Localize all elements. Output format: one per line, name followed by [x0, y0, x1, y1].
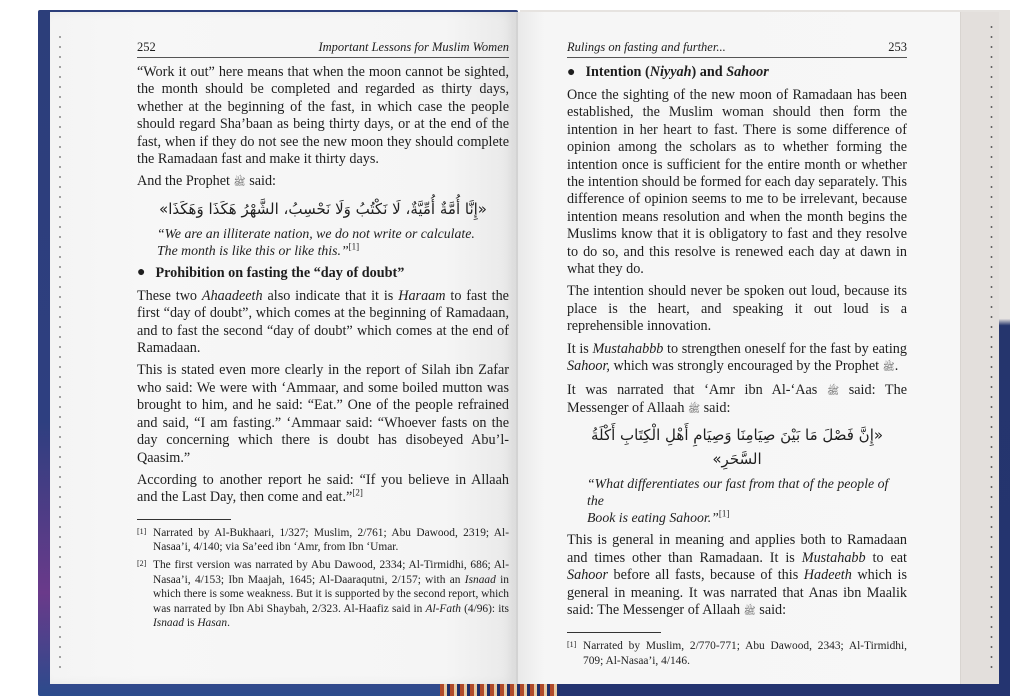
- footnote: [2] The first version was narrated by Abu Dawood, 2334; Al-Tirmidhi, 686; Al-Nasaa’i, 4/153; Ibn Maajah, 1645; Al-Daaraqutni, 2/157; with an Isnaad in which there is some weakness. But it is supported by the second report, which was narrated by Ibn Abi Shaybah, 2/323. Al-Haafiz said in Al-Fath (4/96): its Isnaad is Hasan.: [137, 558, 509, 630]
- footnote-ref[interactable]: [1]: [348, 241, 360, 252]
- footnote-divider: [137, 519, 231, 520]
- section-heading: ● Intention (Niyyah) and Sahoor: [567, 64, 769, 80]
- bullet-icon: ●: [567, 64, 576, 80]
- honorific-icon: ﷺ: [233, 177, 246, 189]
- paragraph: This is general in meaning and applies both to Ramadaan and times other than Ramadaan. It is Mustahabb to eat Sahoor before all fasts, because of this Hadeeth which is general in meaning. It was narrated that Anas ibn Maalik said: The Messenger of Allaah ﷺ said:: [567, 532, 907, 618]
- paragraph: It is Mustahabbb to strengthen oneself for the fast by eating Sahoor, which was strongly encouraged by the Prophet ﷺ.: [567, 340, 907, 375]
- left-page-content: [137, 40, 509, 634]
- honorific-icon: ﷺ: [882, 362, 895, 374]
- page-number: 252: [137, 40, 156, 54]
- paragraph: According to another report he said: “If you believe in Allaah and the Last Day, then come and eat.”[2]: [137, 471, 509, 506]
- running-header: [567, 40, 907, 58]
- arabic-hadith: «إِنَّ فَصْلَ مَا بَيْنَ صِيَامِنَا وَصِيَامِ أَهْلِ الْكِتَابِ أَكْلَةُ السَّحَرِ»: [590, 426, 884, 469]
- paragraph: It was narrated that ‘Amr ibn Al-‘Aas ﷺ said: The Messenger of Allaah ﷺ said:: [567, 381, 907, 416]
- honorific-icon: ﷺ: [826, 385, 840, 397]
- page-edge-stitching: [990, 22, 993, 674]
- page-stack-edge: [960, 12, 999, 684]
- paragraph: These two Ahaadeeth also indicate that it is Haraam to fast the first “day of doubt”, which comes at the beginning of Ramadaan, and to fast the second “day of doubt” which comes at the end of Ramadaan.: [137, 287, 509, 357]
- hadith-translation: “We are an illiterate nation, we do not write or calculate. The month is like this or like this.”[1]: [157, 225, 475, 258]
- bullet-icon: ●: [137, 265, 146, 281]
- paragraph: This is stated even more clearly in the report of Silah ibn Zafar who said: We were with ‘Ammaar, and some boiled mutton was brought to him, and he said: “Eat.” One of the people refrained and said, “I am fasting.” ‘Ammaar said: “Whoever fasts on the day concerning which there is doubt has disobeyed Abu’l-Qaasim.”: [137, 362, 509, 466]
- honorific-icon: ﷺ: [743, 605, 756, 617]
- running-header: [137, 40, 509, 58]
- footnote-ref[interactable]: [1]: [718, 508, 730, 519]
- right-page-content: [567, 40, 907, 672]
- arabic-hadith: «إِنَّا أُمَّةٌ أُمِّيَّةٌ، لَا نَكْتُبُ وَلَا نَحْسِبُ، الشَّهْرُ هَكَذَا وَهَكَذَا»: [159, 199, 487, 218]
- running-title: Important Lessons for Muslim Women: [318, 40, 509, 54]
- paragraph: The intention should never be spoken out loud, because its place is the heart, and speaking it out loud is a reprehensible innovation.: [567, 283, 907, 335]
- paragraph: And the Prophet ﷺ said:: [137, 173, 276, 190]
- page-number: 253: [888, 40, 907, 54]
- paragraph: Once the sighting of the new moon of Ramadaan has been established, the Muslim woman should then form the intention in her heart to fast. There is some difference of opinion among the scholars as to whether forming the intention once is sufficient for the entire month or whether the intention should be formed for each day separately. This difference of opinion seems to me to be irrelevant, because intention means resolution and when the month begins the Muslims know that it is obligatory to fast and they resolve to do so, and this resolve is renewed each day at dawn in what they do.: [567, 87, 908, 278]
- footnote: [1] Narrated by Muslim, 2/770-771; Abu Dawood, 2343; Al-Tirmidhi, 709; Al-Nasaa’i, 4/146.: [567, 640, 907, 667]
- spine-headband: [440, 684, 560, 696]
- paragraph: “Work it out” here means that when the moon cannot be sighted, the month should be completed and regarded as thirty days, whether at the beginning of the fast, in which case the people should regard Sha’baan as being thirty days, or at the end of the fast, when if they do not see the new moon they should complete the Ramadaan fast and make it thirty days.: [137, 64, 509, 168]
- section-heading: ● Prohibition on fasting the “day of doubt”: [137, 264, 405, 281]
- footnote-ref[interactable]: [2]: [352, 487, 363, 498]
- honorific-icon: ﷺ: [687, 403, 701, 415]
- hadith-translation: “What differentiates our fast from that of the people of the Book is eating Sahoor.”[1]: [587, 476, 889, 526]
- footnote: [1] Narrated by Al-Bukhaari, 1/327; Muslim, 2/761; Abu Dawood, 2319; Al-Nasaa’i, 4/140; via Sa’eed ibn ‘Amr, from Ibn ‘Umar.: [137, 526, 509, 554]
- footnote-divider: [567, 632, 661, 633]
- running-title: Rulings on fasting and further...: [567, 40, 726, 54]
- page-edge-stitching: [59, 32, 61, 674]
